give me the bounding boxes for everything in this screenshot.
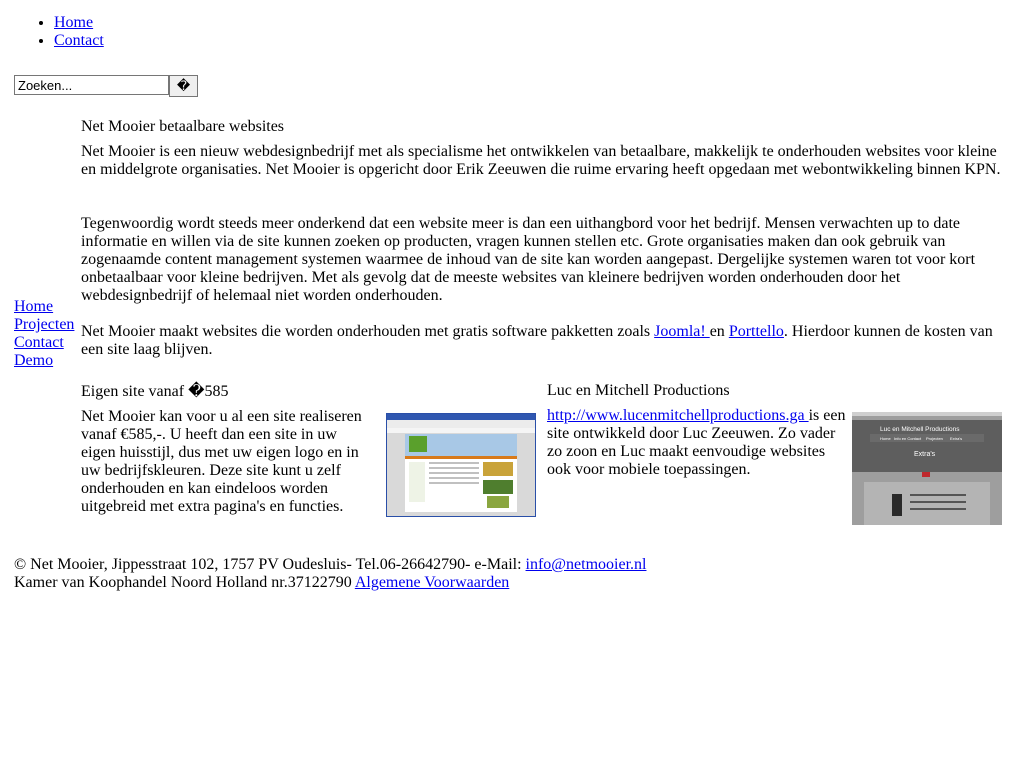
site-screenshot-image [386, 413, 536, 517]
side-nav-contact-link[interactable]: Contact [14, 334, 64, 351]
side-nav [14, 298, 80, 370]
portfolio-shot-menu-extras: Extra's [950, 436, 963, 441]
footer [14, 556, 1014, 592]
joomla-link[interactable]: Joomla! [654, 323, 710, 340]
search-form [14, 75, 198, 97]
top-nav [14, 14, 104, 50]
portfolio-link[interactable]: http://www.lucenmitchellproductions.ga [547, 407, 809, 424]
portfolio-shot-banner: Extra's [914, 451, 936, 458]
side-nav-demo-link[interactable]: Demo [14, 352, 54, 369]
search-input[interactable] [14, 75, 169, 95]
email-link[interactable]: info@netmooier.nl [525, 556, 647, 573]
top-nav-item [54, 32, 104, 50]
site-screenshot-drawing [387, 414, 535, 516]
footer-address-line [14, 556, 1014, 574]
top-nav-item [54, 14, 104, 32]
top-nav-contact-link[interactable]: Contact [54, 32, 104, 49]
portfolio-text [547, 407, 847, 479]
side-nav-projecten-link[interactable]: Projecten [14, 316, 75, 333]
software-paragraph [81, 323, 1003, 359]
side-nav-home-link[interactable]: Home [14, 298, 54, 315]
offer-text: Net Mooier kan voor u al een site realiseren vanaf €585,-. U heeft dan een site in uw eigen huisstijl, dus met uw eigen logo en in uw bedrijfskleuren. Deze site kunt u zelf onderhouden en kan eindeloos worden uitgebreid met extra pagina's en functies. [81, 408, 362, 515]
portfolio-shot-title: Luc en Mitchell Productions [880, 426, 960, 433]
portfolio-shot-menu-info: Info en Contact [894, 436, 922, 441]
portfolio-heading: Luc en Mitchell Productions [547, 382, 730, 399]
software-text-after: . Hierdoor kunnen de kosten van een site laag blijven. [81, 323, 993, 358]
portfolio-shot-menu-home: Home [880, 436, 891, 441]
search-button[interactable]: � [169, 75, 198, 97]
intro-paragraph: Net Mooier is een nieuw webdesignbedrijf met als specialisme het ontwikkelen van betaalbare, makkelijk te onderhouden websites voor kleine en middelgrote organisaties. Net Mooier is opgericht door Erik Zeeuwen die ruime ervaring heeft opgedaan met webontwikkeling binnen KPN. [81, 143, 1001, 178]
footer-address: © Net Mooier, Jippesstraat 102, 1757 PV Oudesluis- Tel.06-26642790- e-Mail: [14, 556, 526, 573]
footer-kvk-line [14, 574, 1014, 592]
software-text-before: Net Mooier maakt websites die worden onderhouden met gratis software pakketten zoals [81, 323, 655, 340]
porttello-link[interactable]: Porttello [728, 323, 784, 340]
portfolio-screenshot-drawing [852, 412, 1002, 525]
cms-paragraph: Tegenwoordig wordt steeds meer onderkend dat een website meer is dan een uithangbord voor het bedrijf. Mensen verwachten up to date informatie en willen via de site kunnen zoeken op producten, vragen kunnen stellen etc. Grote organisaties maken dan ook gebruik van zogenaamde content management systemen waarmee de inhoud van de site kan worden aangepast. Dergelijke systemen waren tot voor kort onbetaalbaar voor kleine bedrijven. Met als gevolg dat de meeste websites van kleinere bedrijven worden onderhouden door het webdesignbedrijf of helemaal niet worden onderhouden. [81, 215, 976, 304]
top-nav-home-link[interactable]: Home [54, 14, 94, 31]
offer-heading: Eigen site vanaf �585 [81, 383, 229, 400]
portfolio-description: is een site ontwikkeld door Luc Zeeuwen. Zo vader zo zoon en Luc maakt eenvoudige websites ook voor mobiele toepassingen. [547, 407, 846, 478]
footer-kvk: Kamer van Koophandel Noord Holland nr.37122790 [14, 574, 355, 591]
software-text-mid: en [709, 323, 729, 340]
terms-link[interactable]: Algemene Voorwaarden [354, 574, 510, 591]
page-title: Net Mooier betaalbare websites [81, 118, 285, 135]
portfolio-shot-menu-projecten: Projecten [926, 436, 943, 441]
portfolio-screenshot-image [852, 412, 1002, 525]
